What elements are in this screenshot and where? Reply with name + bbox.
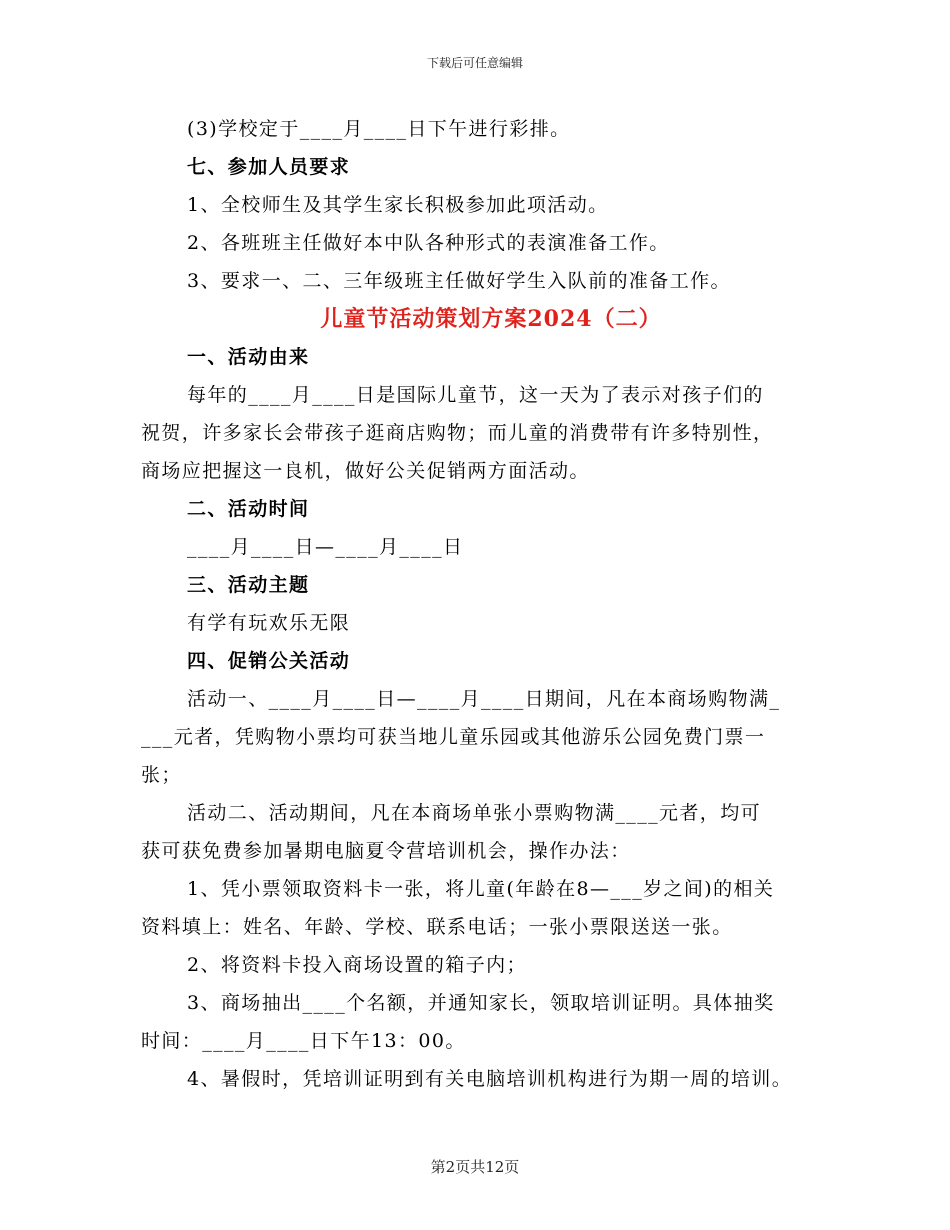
origin-paragraph-line-3: 商场应把握这一良机，做好公关促销两方面活动。 [141, 460, 590, 482]
activity-2-line-1: 活动二、活动期间，凡在本商场单张小票购物满____元者，均可 [187, 802, 762, 824]
step-3-line-2: 时间：____月____日下午13：00。 [141, 1030, 466, 1052]
section-heading-origin: 一、活动由来 [187, 346, 310, 368]
step-4-line: 4、暑假时，凭培训证明到有关电脑培训机构进行为期一周的培训。 [187, 1068, 793, 1090]
page-footer: 第2页共12页 [430, 1158, 520, 1176]
activity-2-line-2: 获可获免费参加暑期电脑夏令营培训机会，操作办法： [141, 840, 631, 862]
section-heading-promotion: 四、促销公关活动 [187, 650, 351, 672]
section-heading-time: 二、活动时间 [187, 498, 310, 520]
page-header: 下载后可任意编辑 [426, 56, 523, 70]
origin-paragraph-line-1: 每年的____月____日是国际儿童节，这一天为了表示对孩子们的 [187, 384, 764, 406]
section-heading-participants: 七、参加人员要求 [187, 156, 351, 178]
rehearsal-line: (3)学校定于____月____日下午进行彩排。 [187, 118, 571, 140]
step-3-line-1: 3、商场抽出____个名额，并通知家长，领取培训证明。具体抽奖 [187, 992, 775, 1014]
document-body [141, 110, 831, 1098]
section-heading-theme: 三、活动主题 [187, 574, 310, 596]
time-line: ____月____日—____月____日 [187, 536, 464, 558]
origin-paragraph-line-2: 祝贺，许多家长会带孩子逛商店购物；而儿童的消费带有许多特别性， [141, 422, 774, 444]
participant-item-2: 2、各班班主任做好本中队各种形式的表演准备工作。 [187, 232, 670, 254]
theme-line: 有学有玩欢乐无限 [187, 612, 351, 634]
plan-title: 儿童节活动策划方案2024（二） [320, 306, 662, 332]
step-1-line-1: 1、凭小票领取资料卡一张，将儿童(年龄在8—___岁之间)的相关 [187, 878, 775, 900]
step-2-line: 2、将资料卡投入商场设置的箱子内； [187, 954, 527, 976]
activity-1-line-3: 张； [141, 764, 182, 786]
activity-1-line-2: ___元者，凭购物小票均可获当地儿童乐园或其他游乐公园免费门票一 [141, 726, 766, 748]
participant-item-3: 3、要求一、二、三年级班主任做好学生入队前的准备工作。 [187, 270, 731, 292]
participant-item-1: 1、全校师生及其学生家长积极参加此项活动。 [187, 194, 609, 216]
activity-1-line-1: 活动一、____月____日—____月____日期间，凡在本商场购物满_ [187, 688, 781, 710]
step-1-line-2: 资料填上：姓名、年龄、学校、联系电话；一张小票限送送一张。 [141, 916, 733, 938]
